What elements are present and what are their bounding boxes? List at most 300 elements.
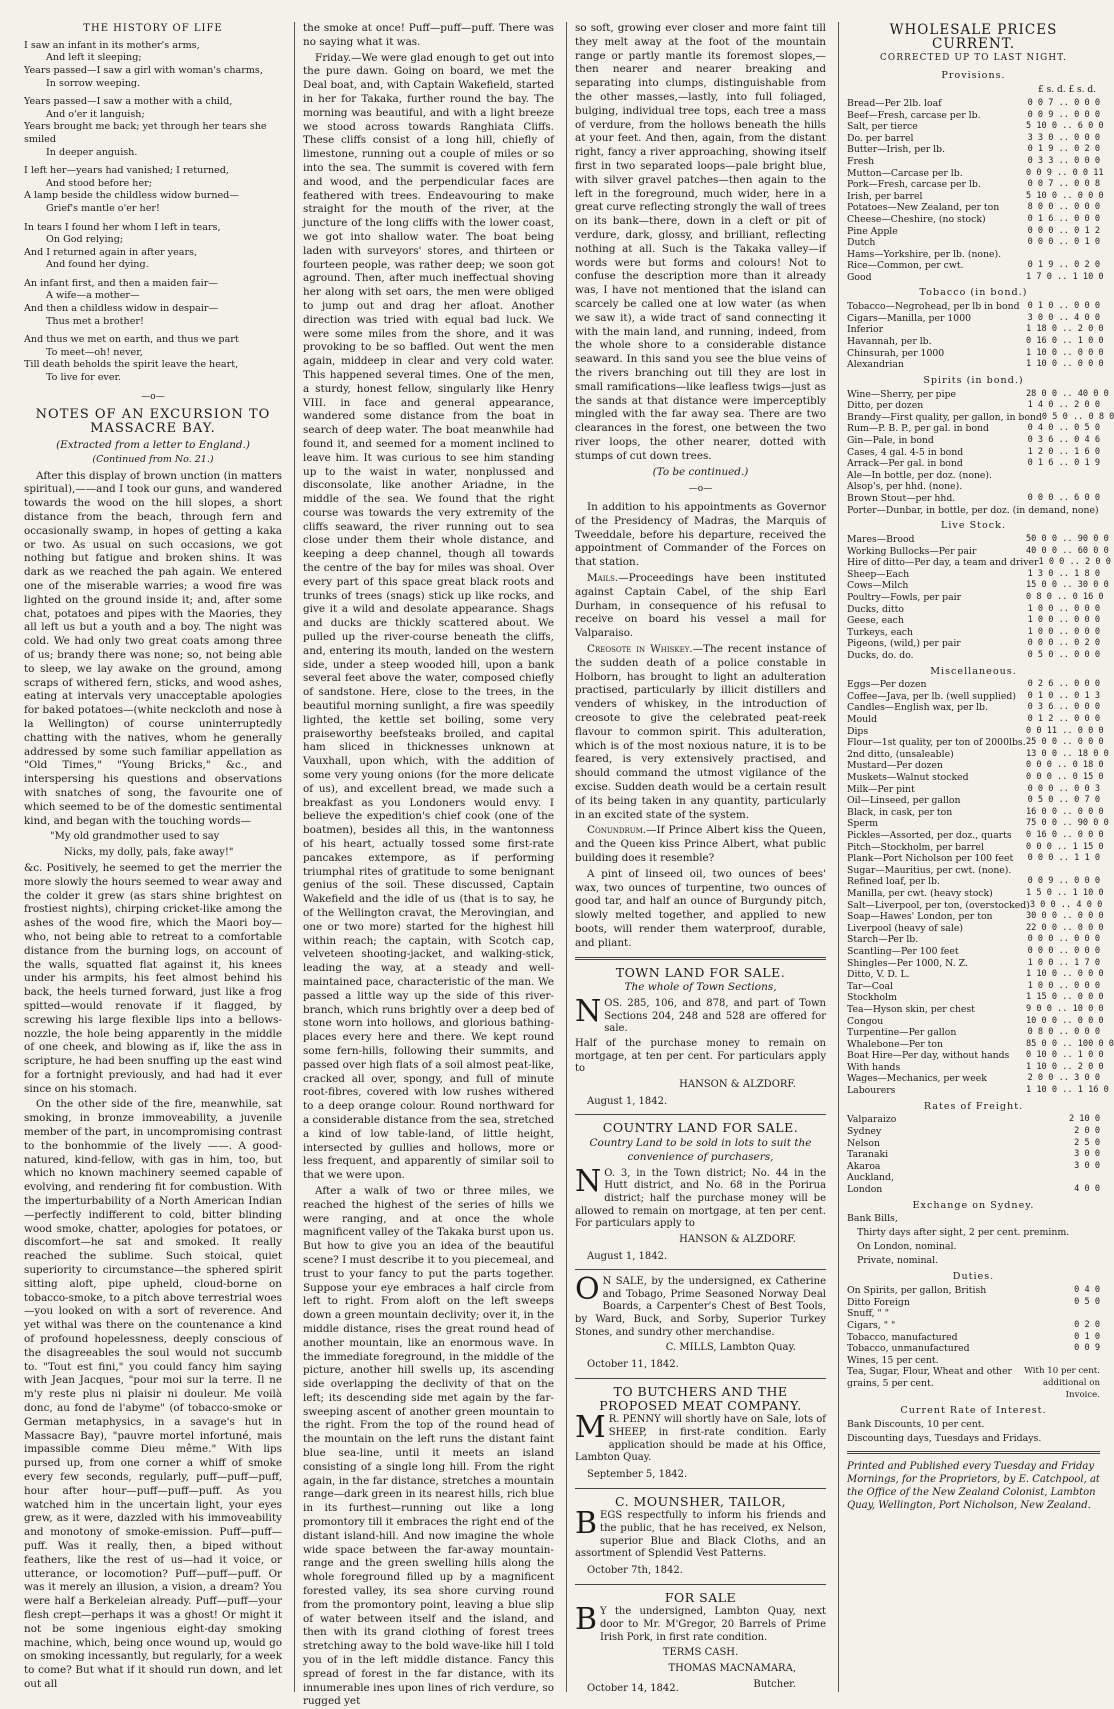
price-item: Cigars—Manilla, per 1000 xyxy=(847,312,972,324)
ad-text: N SALE, by the undersigned, ex Catherine and Tobago, Prime Seasoned Norway Deal Boards, a Carpenter's Chest of Best Tools, by Ward, Buck, and Sorby, Superior Turkey Stones, and sundry other merchandise. xyxy=(575,1276,826,1338)
price-section-heading: Tobacco (in bond.) xyxy=(919,287,1028,299)
price-row xyxy=(847,1184,1100,1196)
price-value: 1 4 0 .. 2 0 0 xyxy=(1027,400,1100,411)
price-value: 28 0 0 .. 40 0 0 xyxy=(1026,388,1109,399)
price-section-heading: Miscellaneous. xyxy=(930,665,1017,677)
price-value: 0 0 7 .. 0 0 8 xyxy=(1027,179,1100,190)
price-value: 0 0 0 .. 0 18 0 xyxy=(1026,760,1104,771)
price-item: Mustard—Per dozen xyxy=(847,760,943,772)
price-row xyxy=(847,772,1104,784)
poem-line: A wife—a mother— xyxy=(46,290,140,302)
price-row xyxy=(847,190,1104,203)
ad-title: TO BUTCHERS AND THE PROPOSED MEAT COMPANY. xyxy=(599,1383,802,1413)
price-item: Ducks, ditto xyxy=(847,603,904,615)
price-item: Ditto, per dozen xyxy=(847,400,924,412)
price-row xyxy=(847,591,1104,604)
drop-cap: M xyxy=(575,1410,606,1446)
duty-item: On Spirits, per gallon, British xyxy=(847,1285,987,1297)
price-row xyxy=(847,1003,1104,1016)
price-row xyxy=(847,725,1104,738)
poem-stanza xyxy=(24,40,282,90)
price-value: 1 2 0 .. 1 6 0 xyxy=(1027,446,1100,457)
price-item: Cases, 4 gal. 4-5 in bond xyxy=(847,446,964,458)
price-item: Pickles—Assorted, per doz., quarts xyxy=(847,830,1012,842)
price-item: Dips xyxy=(847,725,869,737)
divider: —o— xyxy=(141,391,165,402)
price-row xyxy=(847,411,1114,424)
ad-butchers xyxy=(575,1385,826,1482)
price-value: 3 0 0 .. 4 0 0 xyxy=(1029,899,1103,910)
price-item: Tea—Hyson skin, per chest xyxy=(847,1003,975,1015)
price-item: Irish, per barrel xyxy=(847,190,923,202)
price-item: Alsop's, per hhd. (none). xyxy=(847,481,963,493)
price-item: Poultry—Fowls, per pair xyxy=(847,591,962,603)
ad-text: OS. 285, 106, and 878, and part of Town Sections 204, 248 and 528 are offered for sale. xyxy=(604,998,826,1035)
duty-row xyxy=(847,1285,1100,1297)
paragraph: so soft, growing ever closer and more faint till they melt away at the foot of the mountain range or partly mantle its foremost slopes,—then nearer and nearer breaking and separating into clumps, distinguishable from the other masses,—lastly, into full foliaged, bulging, individual tree tops, each tree a mass of verdure, from the hollows beneath the hills at your feet. And then, again, from the distant right, fancy a river approaching, showing itself first in two separated loops—pale bright blue, with silver gravel patches—then again to the left in the foreground, much wider, here in a great curve reflecting strongly the wall of trees on its bank—there, down in a cleft or pit of verdure, dark, glossy, and brilliant, reflecting nothing at all. Such is the Takaka valley—if words were but forms and colours! Not to confuse the description more than it already was, I have not mentioned that the island can scarcely be called one at low water (as when we saw it), a wide tract of sand connecting it with the main land, and running, indeed, from the whole shore to a considerable distance seaward. In this sand you see the blue veins of the rivers branching out till they are lost in small ramifications—like leafless twigs—just as the sands at that distance were imperceptibly mingled with the far away sea. There are two clearances in the forest, one between the two river loops, the other nearer, dotted with stumps of cut down trees. xyxy=(575,22,826,462)
divider xyxy=(575,1378,826,1379)
duty-item: Tobacco, unmanufactured xyxy=(847,1343,970,1355)
price-value: 1 10 0 .. 1 16 0 xyxy=(1026,1085,1109,1096)
duty-value: 0 5 0 xyxy=(1074,1296,1100,1307)
duty-item: Wines, 15 per cent. xyxy=(847,1354,939,1366)
exchange-line: Bank Bills, xyxy=(847,1213,898,1225)
drop-cap: O xyxy=(575,1272,600,1308)
price-value: 0 0 0 .. 0 2 0 xyxy=(1027,638,1100,649)
duty-item: Cigars, " " xyxy=(847,1320,896,1331)
price-value: 25 0 0 .. 0 0 0 xyxy=(1026,737,1104,748)
price-item: Fresh xyxy=(847,155,875,167)
price-item: Congou xyxy=(847,1015,884,1027)
price-row xyxy=(847,1114,1100,1126)
price-value: 2 5 0 xyxy=(1074,1137,1100,1148)
poem-line: And left it sleeping; xyxy=(46,52,142,64)
price-row xyxy=(847,737,1104,749)
price-value: 0 16 0 .. 1 0 0 xyxy=(1026,336,1104,347)
price-item: Nelson xyxy=(847,1137,880,1149)
price-value: 1 0 0 .. 0 0 0 xyxy=(1027,980,1100,991)
duty-row xyxy=(847,1320,1100,1332)
excursion-title: NOTES OF AN EXCURSION TO MASSACRE BAY. xyxy=(35,407,271,437)
song-line: Nicks, my dolly, pals, fake away!" xyxy=(64,847,234,859)
divider: —o— xyxy=(688,484,713,495)
price-row xyxy=(847,748,1109,761)
price-row xyxy=(847,400,1100,412)
price-value xyxy=(1026,481,1100,493)
price-item: Rice—Common, per cwt. xyxy=(847,260,964,272)
ad-date: August 1, 1842. xyxy=(587,1095,668,1107)
price-value: 0 0 7 .. 0 0 0 xyxy=(1027,97,1100,108)
price-sections xyxy=(847,69,1114,1196)
price-value: 0 3 6 .. 0 4 6 xyxy=(1027,435,1100,446)
price-value: 1 3 0 .. 1 8 0 xyxy=(1027,568,1100,579)
duty-item: Tobacco, manufactured xyxy=(847,1331,958,1343)
price-row xyxy=(847,1073,1100,1085)
price-value: 1 0 0 .. 0 0 0 xyxy=(1027,615,1100,626)
duty-value: 0 1 0 xyxy=(1074,1331,1100,1342)
ad-signature: THOMAS MACNAMARA, xyxy=(668,1662,796,1674)
ad-body xyxy=(575,1163,826,1231)
news-text: A pint of linseed oil, two ounces of bees' wax, two ounces of turpentine, two ounces of good tar, and half an ounce of Burgundy pitch, slowly melted together, and applied to new boots, will render them waterproof, durable, and pliant. xyxy=(575,867,826,949)
news-item xyxy=(575,643,826,822)
price-row xyxy=(847,1085,1109,1097)
price-item: Working Bullocks—Per pair xyxy=(847,545,977,557)
ad-title: COUNTRY LAND FOR SALE. xyxy=(602,1120,799,1136)
price-value xyxy=(1026,470,1100,482)
price-row xyxy=(847,237,1100,249)
price-row xyxy=(847,533,1109,546)
excursion-continued: (Continued from No. 21.) xyxy=(92,453,214,465)
price-row xyxy=(847,470,1100,482)
poem-line: A lamp beside the childless widow burned— xyxy=(24,190,239,202)
duty-value: 0 4 0 xyxy=(1074,1285,1100,1296)
duty-row xyxy=(847,1343,1100,1355)
poem-line: Years passed—I saw a mother with a child, xyxy=(24,96,233,108)
ad-date: August 1, 1842. xyxy=(587,1250,668,1262)
price-row xyxy=(847,214,1100,226)
price-value: 3 0 0 xyxy=(1074,1160,1100,1171)
price-item: Porter—Dunbar, in bottle, per doz. (in demand, none) xyxy=(847,504,1099,516)
divider xyxy=(847,1451,1100,1454)
poem-line: An infant first, and then a maiden fair— xyxy=(24,277,218,289)
price-item: Pitch—Stockholm, per barrel xyxy=(847,841,984,853)
price-row xyxy=(847,615,1100,627)
ad-text: Y the undersigned, Lambton Quay, next door to Mr. M'Gregor, 20 Barrels of Prime Irish Pork, in first rate condition. xyxy=(600,1606,826,1643)
price-item: Pigeons, (wild,) per pair xyxy=(847,638,961,650)
price-item: Mutton—Carcase per lb. xyxy=(847,167,963,179)
price-item: Boat Hire—Per day, without hands xyxy=(847,1050,1010,1062)
price-item: Salt—Liverpool, per ton, (overstocked) xyxy=(847,899,1030,911)
divider xyxy=(575,1114,826,1115)
price-item: Starch—Per lb. xyxy=(847,934,919,946)
price-row xyxy=(847,679,1100,691)
price-row xyxy=(847,493,1100,505)
interest-heading: Current Rate of Interest. xyxy=(900,1405,1047,1417)
price-row xyxy=(847,702,1100,714)
drop-cap: N xyxy=(575,1163,602,1199)
price-value xyxy=(1026,1172,1100,1184)
ad-signature: HANSON & ALZDORF. xyxy=(679,1078,796,1090)
price-row xyxy=(847,922,1104,935)
column-4 xyxy=(838,22,1114,1692)
price-value: 85 0 0 .. 100 0 0 xyxy=(1026,1038,1114,1049)
paragraph: On the other side of the fire, meanwhile, sat smoking, in bronze immoveability, a juvenile member of the part, in uncompromising contrast to the bonhommie of the lively ——. A good-natured, kind-fellow, with gas in him, too, but which no known machinery seemed capable of evolving, and rendering fit for combustion. With the imperturbability of a North American Indian—perfectly indifferent to cold, bitter blinding wood smoke, chatter, apologies for potatoes, or discomfort—he sat and smoked. It really reached the sublime. Such stoical, quiet superiority to circumstance—the sphered spirit sitting aloft, pipe upheld, cloud-borne on tobacco-smoke, to a pitch above terrestrial woes—you looked on with a sort of reverence. And yet withal was there on the countenance a kind of profound hopelessness, deeply conscious of the disagreeables the soul would not succumb to. "Tout est fini," you could fancy him saying with Jean Jacques, "pour moi sur la terre. Il ne m'y reste plus ni plaisir ni douleur. Me voilà donc, au fond de l'abyme" (of tobacco-smoke or German metaphysics, in a savage's hut in Massacre Bay), "pauvre mortel infortuné, mais impassible comme Dieu même." With lips pursed up, from one corner a whiff of smoke every few seconds, regularly, puff—puff—puff, hour after hour—puff—puff—puff. As you watched him in the uncertain light, your eyes grew, as it were, dazzled with his immoveability and monotony of smoke-emission. Puff—puff—puff. Was it really, then, a biped without feathers, like the rest of us—had it voice, or utterance, or locomotion? Puff—puff—puff. Or was it merely an illusion, a vision, a dream? You were half a Berkeleian already. Puff—puff—your flesh crept—perhaps it was a ghost! Or might it not be some ingenious eight-day smoking machine, which, being once wound up, would go on smoking incessantly, but regularly, for a week to come? But what if it should run down, and let out all xyxy=(24,1098,282,1690)
exchange-line: On London, nominal. xyxy=(857,1241,957,1253)
poem-line: To live for ever. xyxy=(46,372,122,384)
price-row xyxy=(847,887,1104,900)
price-row xyxy=(847,557,1111,569)
price-section-heading: Provisions. xyxy=(941,70,1006,82)
price-item: Oil—Linseed, per gallon xyxy=(847,795,961,807)
poem-line: Thus met a brother! xyxy=(46,315,144,327)
price-row xyxy=(847,981,1100,993)
price-row xyxy=(847,946,1100,958)
price-value: 0 0 0 .. 0 0 3 xyxy=(1027,783,1100,794)
price-value: 5 10 0 .. 6 0 0 xyxy=(1026,121,1104,132)
price-item: Pork—Fresh, carcase per lb. xyxy=(847,179,981,191)
excursion-body-3 xyxy=(575,22,826,464)
duty-value: 0 0 9 xyxy=(1074,1343,1100,1354)
ad-text: EGS respectfully to inform his friends and the public, that he has received, ex Nelson, superior Blue and Black Cloths, and an assortment of Splendid Vest Patterns. xyxy=(575,1510,826,1560)
price-item: Akaroa xyxy=(847,1160,881,1172)
price-value: 0 0 0 .. 1 1 0 xyxy=(1027,853,1100,864)
price-item: Sydney xyxy=(847,1126,882,1138)
price-row xyxy=(847,818,1109,830)
price-value: 0 0 0 .. 1 15 0 xyxy=(1026,841,1104,852)
price-value: 0 0 0 .. 0 0 0 xyxy=(1027,934,1100,945)
price-value: 1 10 0 .. 0 0 0 xyxy=(1026,359,1104,370)
price-value: 1 10 0 .. 0 0 0 xyxy=(1026,347,1104,358)
poem-line: Years brought me back; yet through her tears she smiled xyxy=(24,121,267,145)
price-value: 0 5 0 .. 0 0 0 xyxy=(1027,649,1100,660)
ad-country-land xyxy=(575,1121,826,1263)
price-item: Shingles—Per 1000, N. Z. xyxy=(847,957,968,969)
currency-header: £ s. d. £ s. d. xyxy=(1038,85,1096,96)
price-value: 2 0 0 .. 3 0 0 xyxy=(1027,1073,1100,1084)
price-row xyxy=(847,1015,1104,1028)
song-quote xyxy=(24,830,282,860)
poem-line: And stood before her; xyxy=(46,177,152,189)
price-item: Potatoes—New Zealand, per ton xyxy=(847,202,1000,214)
price-value: 40 0 0 .. 60 0 0 xyxy=(1026,545,1109,556)
duty-row xyxy=(847,1332,1100,1344)
price-item: Do. per barrel xyxy=(847,132,914,144)
ad-date: October 14, 1842. xyxy=(587,1682,679,1694)
price-row xyxy=(847,714,1100,726)
price-item: Candles—English wax, per lb. xyxy=(847,702,988,714)
price-value: 1 0 0 .. 0 0 0 xyxy=(1027,626,1100,637)
poem-line: I left her—years had vanished; I returned, xyxy=(24,165,229,177)
price-row xyxy=(847,899,1103,912)
price-row xyxy=(847,650,1100,662)
price-value: 0 0 9 .. 0 0 11 xyxy=(1026,167,1104,178)
news-lead: Mails. xyxy=(587,572,619,585)
duty-item: Tea, Sugar, Flour, Wheat and other grains, 5 per cent. xyxy=(847,1366,1012,1389)
price-item: Hire of ditto—Per day, a team and driver xyxy=(847,557,1039,569)
price-item: Good xyxy=(847,271,872,283)
price-row xyxy=(847,830,1104,842)
price-item: Rum—P. B. P., per gal. in bond xyxy=(847,423,989,435)
ad-subtitle: Country Land to be sold in lots to suit the convenience of purchasers, xyxy=(589,1137,812,1163)
price-value: 0 0 0 .. 0 0 0 xyxy=(1027,945,1100,956)
price-row xyxy=(847,1161,1100,1173)
price-value: 0 3 3 .. 0 0 0 xyxy=(1027,155,1100,166)
price-value: 3 0 0 xyxy=(1074,1149,1100,1160)
poem-stanza xyxy=(24,278,282,328)
price-value: 10 0 0 .. 0 0 0 xyxy=(1026,1015,1104,1026)
price-item: Chinsurah, per 1000 xyxy=(847,347,945,359)
price-row xyxy=(847,110,1100,122)
paragraph: Friday.—We were glad enough to get out into the pure dawn. Going on board, we met the Deal boat, and, with Captain Wakefield, started in her for Takaka, further round the bay. The morning was beautiful, and with a light breeze we stood across towards Ranghiata Cliffs. These cliffs consist of a long hill, chiefly of limestone, running out a couple of miles or so into the sea. The summit is covered with fern and wood, and the perpendicular faces are feathered with trees. Endeavouring to make straight for the mouth of the river, at the juncture of the long cliffs with the lower coast, we got into shallow water. The boat being laden with surveyors' stores, and thirteen or fourteen people, was rather deep; we soon got aground. Then, after much ineffectual shoving her along with set oars, the men were obliged to jump out and drag her afloat. Another direction was tried with equal bad luck. We were some miles from the shore, and it was provoking to be so baffled. Out went the men again, middeep in clear and very cold water. This happened several times. One of the men, a sturdy, honest fellow, singularly like Henry VIII. in face and general appearance, wandered some distance from the boat in search of deep water. The boat meanwhile had found it, and seemed for a moment inclined to leave him. It was curious to see him standing up to the waist in water, nonplussed and disconsolate, like another Ariadne, in the middle of the sea. We found that the right course was towards the very extremity of the cliffs seaward, the river running out to sea close under them their whole distance, and keeping a deep channel, though all towards the centre of the bay for miles was shoal. Over every part of this space great black roots and trunks of trees (snags) stick up like rocks, and give it a wild and desolate appearance. Shags and ducks are thickly scattered about. We pulled up the river-course beneath the cliffs, and, entering its mouth, landed on the western side, under a steep wooded hill, upon a bank several feet above the water, composed chiefly of sandstone. Here, close to the trees, in the beautiful morning sunlight, a fire was speedily lighted, the kettle set boiling, some very praiseworthy beefsteaks broiled, and capital ham sliced in thicknesses unknown at Vauxhall, upon which, with the addition of some very young onions (for the more delicate of us), and excellent bread, we made such a breakfast as you Londoners would envy. I believe the expedition's chief cook (one of the boatmen), besides all this, in the wantonness of his heart, actually tossed some first-rate pancakes extempore, as if performing triumphal rites of gratitude to some benignant genius of the soil. These discussed, Captain Wakefield and the idle of us (that is to say, he of the Wellington cravat, the Merovingian, and one or two more) started for the highest hill within reach; the captain, with Scotch cap, velveteen shooting-jacket, and walking-stick, leading the way, at a steady and well-maintained pace, characteristic of the man. We passed a little way up the side of this river-branch, which runs brightly over a deep bed of stone worn into hollows, and glorious bathing-places every here and there. We kept round some fern-hills, following their summits, and passed over high flats of a soil almost peat-like, cracked all over, spongy, and full of minute root-fibres, covered with low rushes withered to a deep orange colour. Round northward for a considerable distance from the sea, stretched a kind of low table-land, of little height, intersected by gullies and hollows, more or less frequent, and apparently of similar soil to that we were upon. xyxy=(303,51,554,1182)
poem-line: Till death beholds the spirit leave the heart, xyxy=(24,359,239,371)
news-lead: Creosote in Whiskey. xyxy=(587,643,693,656)
prices-title: WHOLESALE PRICES CURRENT. xyxy=(889,22,1058,52)
paragraph: After a walk of two or three miles, we reached the highest of the series of hills we were ranging, and at once the whole magnificent valley of the Takaka burst upon us. But how to give you an idea of the beautiful scene? I must describe it to you piecemeal, and trust to your fancy to put the parts together. Suppose your eye embraces a half circle from left to right. From aloft on the left sweeps down a green mountain declivity; over it, in the middle distance, rises the great round head of another mountain, like an enormous wave. In the immediate foreground, in the middle of the picture, another hill swells up, its ascending side overlapping the declivity of that on the left; its descending side met again by the far-sweeping ascent of another green mountain to the right. From the top of the round head of the mountain on the left runs the distant faint blue sea-line, until it meets an island consisting of a single long hill. From the right again, in the far distance, stretches a mountain range—dark green in its nearest hills, rich blue in its furthest—running out like a long promontory till it embraces the right end of the distant island-hill. And now imagine the whole wide space between the far-away mountain-range and the green swelling hills along the whole foreground filled up by a magnificent forested valley, its sea shore curving round from the promontory point, leaving a blue slip of water between itself and the island, and then with its grand clothing of forest trees stretching away to the bold wave-like hill I told you of in the left middle distance. Fancy this spread of forest in the far distance, with its innumerable ines upon lines of rich verdure, so rugged yet xyxy=(303,1184,554,1708)
news-item xyxy=(575,868,826,951)
price-section-heading: Rates of Freight. xyxy=(923,1100,1024,1112)
price-row xyxy=(847,156,1100,168)
price-row xyxy=(847,853,1100,865)
price-row xyxy=(847,336,1104,348)
price-row xyxy=(847,271,1104,284)
news-lead: Conundrum. xyxy=(587,824,647,837)
price-row xyxy=(847,458,1100,470)
price-item: Inferior xyxy=(847,324,884,336)
price-item: Ditto, V. D. L. xyxy=(847,969,910,981)
price-row xyxy=(847,167,1104,180)
price-value: 0 0 0 .. 6 0 0 xyxy=(1027,492,1100,503)
excursion-subtitle: (Extracted from a letter to England.) xyxy=(56,439,250,452)
ad-text: R. PENNY will shortly have on Sale, lots of SHEEP, in first-rate condition. Early application should be made at his Office, Lambton Quay. xyxy=(575,1414,827,1464)
price-value: 16 0 0 .. 0 0 0 xyxy=(1026,806,1104,817)
ad-date: October 11, 1842. xyxy=(587,1359,679,1371)
ad-title: FOR SALE xyxy=(664,1589,737,1605)
poem-line: In tears I found her whom I left in tears, xyxy=(24,221,221,233)
price-value: 0 16 0 .. 0 0 0 xyxy=(1026,830,1104,841)
price-item: Taranaki xyxy=(847,1149,889,1161)
price-row xyxy=(847,435,1100,447)
price-item: Turkeys, each xyxy=(847,626,913,638)
price-value: 1 0 0 .. 2 0 0 xyxy=(1038,557,1111,568)
news-item xyxy=(575,501,826,570)
poem-line: To meet—oh! never, xyxy=(46,346,143,358)
price-value: 0 2 6 .. 0 0 0 xyxy=(1027,679,1100,690)
price-row xyxy=(847,795,1100,807)
price-value: 22 0 0 .. 0 0 0 xyxy=(1026,922,1104,933)
price-item: Labourers xyxy=(847,1085,896,1097)
duty-row xyxy=(847,1297,1100,1309)
price-item: Wages—Mechanics, per week xyxy=(847,1073,987,1085)
exchange-line: Thirty days after sight, 2 per cent. preminm. xyxy=(857,1227,1070,1239)
price-value: 0 1 0 .. 0 1 3 xyxy=(1027,690,1100,701)
price-value: 2 0 0 xyxy=(1074,1126,1100,1137)
price-item: Muskets—Walnut stocked xyxy=(847,772,969,784)
poem-line: Years passed—I saw a girl with woman's charms, xyxy=(24,64,263,76)
news-items xyxy=(575,501,826,951)
poem-line: On God relying; xyxy=(46,234,124,246)
price-value: 1 15 0 .. 0 0 0 xyxy=(1026,992,1104,1003)
duty-item: Ditto Foreign xyxy=(847,1296,910,1308)
price-value: 0 3 6 .. 0 0 0 xyxy=(1027,702,1100,713)
ad-on-sale xyxy=(575,1272,826,1372)
price-item: Coffee—Java, per lb. (well supplied) xyxy=(847,690,1016,702)
drop-cap: N xyxy=(575,994,602,1030)
exchange-line: Private, nominal. xyxy=(857,1255,939,1267)
duty-item: Snuff, " " xyxy=(847,1308,890,1320)
price-item: Brown Stout—per hhd. xyxy=(847,492,956,504)
price-value: 2 10 0 xyxy=(1068,1114,1100,1125)
price-item: Havannah, per lb. xyxy=(847,336,932,348)
price-value: 1 0 0 .. 1 7 0 xyxy=(1027,957,1100,968)
song-line: "My old grandmother used to say xyxy=(50,831,220,843)
price-value: 0 1 9 .. 0 2 0 xyxy=(1027,144,1100,155)
price-row xyxy=(847,359,1104,371)
price-row xyxy=(847,638,1100,650)
poem xyxy=(24,40,282,385)
price-row xyxy=(847,1149,1100,1161)
price-value: 75 0 0 .. 90 0 0 xyxy=(1026,818,1109,829)
poem-stanza xyxy=(24,165,282,215)
poem-line: Grief's mantle o'er her! xyxy=(46,202,160,214)
price-value: 13 0 0 .. 18 0 0 xyxy=(1026,748,1109,759)
price-row xyxy=(847,1050,1104,1062)
to-be-continued: (To be continued.) xyxy=(652,465,749,478)
price-item: Tobacco—Negrohead, per lb in bond xyxy=(847,301,1020,313)
ad-signature: Butcher. xyxy=(753,1678,796,1690)
ad-body xyxy=(575,1602,826,1644)
divider xyxy=(575,1584,826,1585)
price-row xyxy=(847,98,1100,110)
price-row xyxy=(847,691,1100,703)
price-value: 1 0 0 .. 0 0 0 xyxy=(1027,603,1100,614)
price-row xyxy=(847,347,1104,360)
price-item: Stockholm xyxy=(847,992,897,1004)
news-item xyxy=(575,824,826,865)
price-value: 1 10 0 .. 0 0 0 xyxy=(1026,969,1104,980)
price-row xyxy=(847,133,1100,145)
price-item: Whalebone—Per ton xyxy=(847,1038,943,1050)
ad-for-sale xyxy=(575,1591,826,1696)
exchange-heading: Exchange on Sydney. xyxy=(912,1199,1035,1211)
price-row xyxy=(847,226,1100,238)
column-1 xyxy=(24,22,282,1692)
price-value: 0 5 0 .. 0 8 0 xyxy=(1041,411,1114,422)
price-row xyxy=(847,545,1109,558)
duties-heading: Duties. xyxy=(952,1271,995,1283)
interest xyxy=(847,1419,1100,1445)
poem-line: And I returned again in after years, xyxy=(24,246,198,258)
price-row xyxy=(847,1126,1100,1138)
duty-row xyxy=(847,1366,1100,1401)
price-item: Hams—Yorkshire, per lb. (none). xyxy=(847,248,1002,260)
price-value xyxy=(1026,249,1100,261)
price-item: Sheep—Each xyxy=(847,568,910,580)
price-item: Cows—Milch xyxy=(847,580,909,592)
price-item: Gin—Pale, in bond xyxy=(847,435,934,447)
price-row xyxy=(847,388,1109,401)
drop-cap: B xyxy=(575,1506,598,1542)
price-item: Beef—Fresh, carcase per lb. xyxy=(847,109,981,121)
price-row xyxy=(847,447,1100,459)
poem-line: And found her dying. xyxy=(46,259,149,271)
ad-body xyxy=(575,1506,826,1560)
price-item: Tar—Coal xyxy=(847,980,893,992)
poem-title: THE HISTORY OF LIFE xyxy=(83,23,223,34)
poem-line: And then a childless widow in despair— xyxy=(24,303,219,315)
duties xyxy=(847,1285,1100,1401)
ad-title: C. MOUNSHER, TAILOR, xyxy=(614,1493,787,1509)
poem-line: In deeper anguish. xyxy=(46,146,138,158)
price-value: 3 0 0 .. 4 0 0 xyxy=(1027,312,1100,323)
price-value: 1 7 0 .. 1 10 0 xyxy=(1026,271,1104,282)
price-section-heading: Spirits (in bond.) xyxy=(923,374,1024,386)
ad-text: Half of the purchase money to remain on mortgage, at ten per cent. For particulars apply to xyxy=(575,1037,826,1075)
price-row xyxy=(847,876,1100,888)
price-item: Eggs—Per dozen xyxy=(847,679,927,691)
poem-line: I saw an infant in its mother's arms, xyxy=(24,39,200,51)
ad-subtitle: The whole of Town Sections, xyxy=(624,981,777,994)
price-row xyxy=(847,202,1100,214)
poem-stanza xyxy=(24,334,282,384)
price-row xyxy=(847,249,1100,261)
price-item: Dutch xyxy=(847,237,876,249)
price-value: 15 0 0 .. 30 0 0 xyxy=(1026,580,1109,591)
price-value: 0 10 0 .. 1 0 0 xyxy=(1026,1050,1104,1061)
duty-value xyxy=(1026,1355,1100,1367)
divider xyxy=(575,1488,826,1489)
price-item: Bread—Per 2lb. loaf xyxy=(847,97,942,109)
price-item: Refined loaf, per lb. xyxy=(847,876,940,888)
